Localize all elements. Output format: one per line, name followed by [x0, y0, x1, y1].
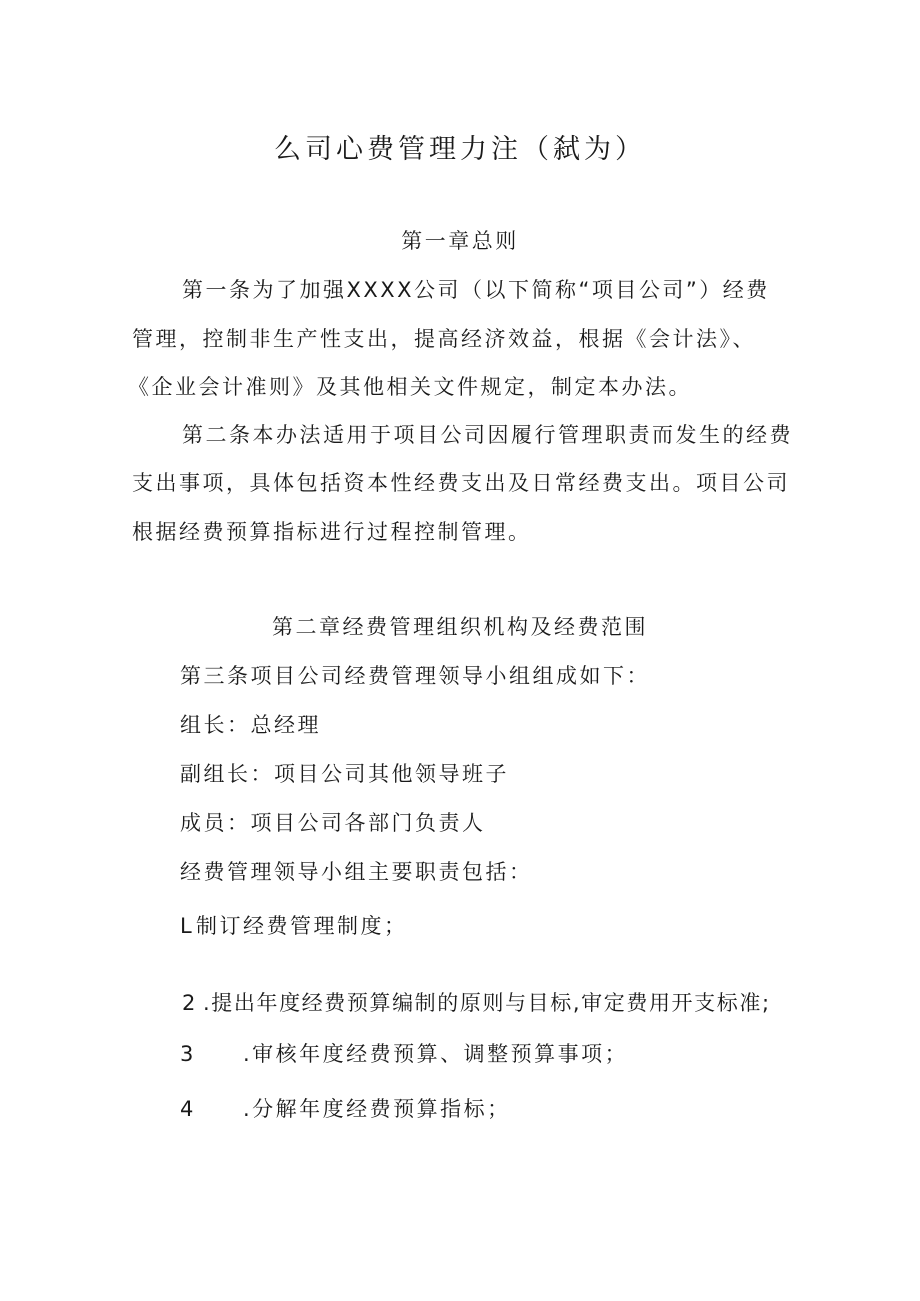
leader-line: 组长：总经理 — [180, 713, 321, 737]
article-1-line-1: 第一条为了加强XXXX公司（以下简称“项目公司”）经费 — [182, 278, 770, 302]
article-1-line-2: 管理，控制非生产性支出，提高经济效益，根据《会计法》、 — [132, 327, 756, 351]
article-2-line-3: 根据经费预算指标进行过程控制管理。 — [132, 520, 532, 544]
chapter-1-heading: 第一章总则 — [401, 229, 519, 253]
duty-item-3-number: 3 — [180, 1042, 194, 1066]
duty-item-4-text: .分解年度经费预算指标； — [243, 1097, 511, 1121]
duty-item-1-number: L — [180, 914, 192, 938]
duty-item-4-number: 4 — [180, 1097, 194, 1121]
duty-item-1-text: 制订经费管理制度； — [196, 914, 408, 938]
chapter-2-heading: 第二章经费管理组织机构及经费范围 — [272, 615, 648, 639]
document-title: 么司心费管理力注（弑为） — [274, 134, 646, 165]
duty-item-2-number: 2 — [182, 991, 196, 1015]
duty-item-2-text: .提出年度经费预算编制的原则与目标,审定费用开支标准; — [203, 991, 771, 1015]
duties-intro-line: 经费管理领导小组主要职责包括： — [180, 860, 533, 884]
members-line: 成员：项目公司各部门负责人 — [180, 811, 486, 835]
article-1-line-3: 《企业会计准则》及其他相关文件规定，制定本办法。 — [128, 375, 692, 399]
deputy-line: 副组长：项目公司其他领导班子 — [180, 762, 509, 786]
article-3-line: 第三条项目公司经费管理领导小组组成如下： — [180, 664, 650, 688]
article-2-line-1: 第二条本办法适用于项目公司因履行管理职责而发生的经费 — [182, 423, 793, 447]
article-2-line-2: 支出事项，具体包括资本性经费支出及日常经费支出。项目公司 — [132, 471, 790, 495]
duty-item-3-text: .审核年度经费预算、调整预算事项； — [243, 1042, 629, 1066]
